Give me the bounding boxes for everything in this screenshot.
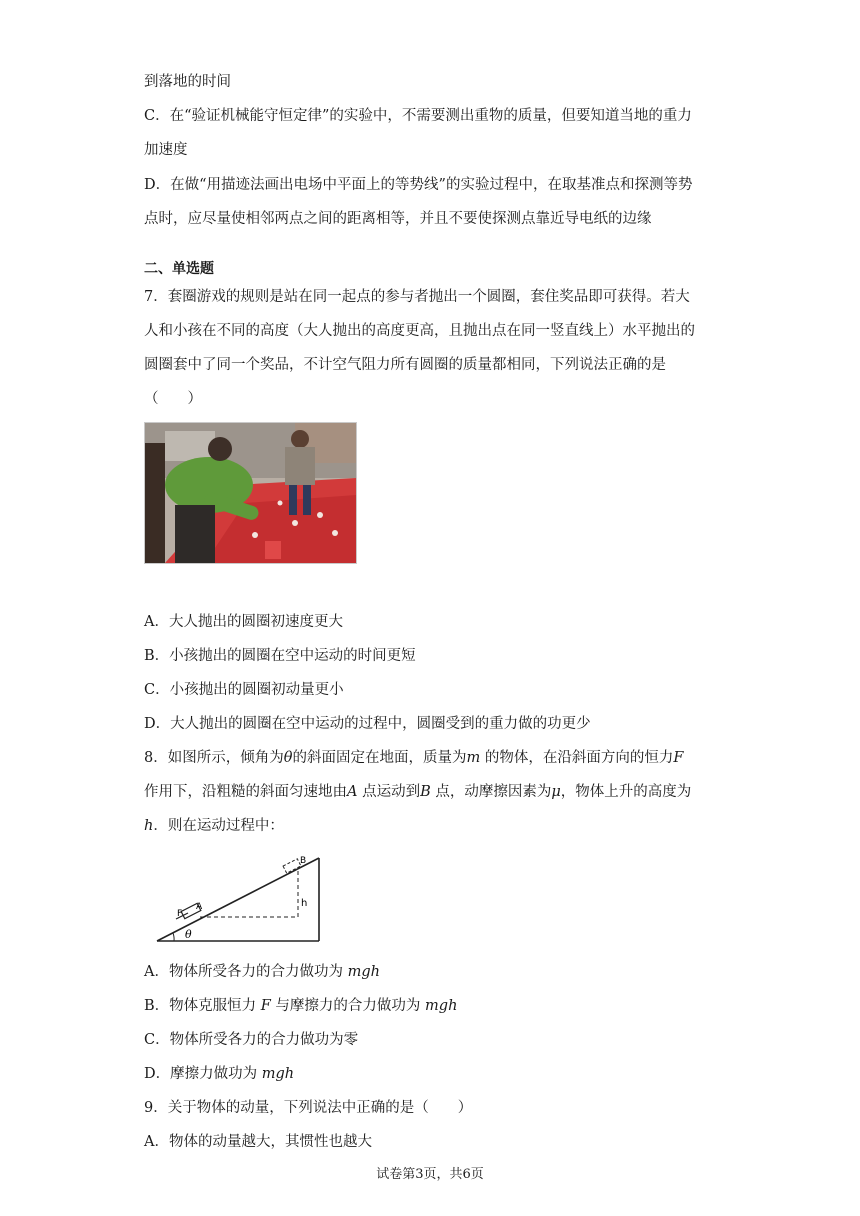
q7-stem-3: 圆圈套中了同一个奖品，不计空气阻力所有圆圈的质量都相同，下列说法正确的是 [144, 357, 666, 373]
q9-option-a: A．物体的动量越大，其惯性也越大 [144, 1134, 372, 1150]
diagram-label-f: F [177, 909, 183, 919]
q7-option-a: A．大人抛出的圆圈初速度更大 [144, 614, 343, 630]
page-footer: 试卷第3页，共6页 [376, 1167, 484, 1182]
ring-toss-photo [144, 422, 357, 564]
prev-option-d: D．在做“用描迹法画出电场中平面上的等势线”的实验过程中，在取基准点和探测等势 [144, 177, 693, 193]
prev-option-c: C．在“验证机械能守恒定律”的实验中，不需要测出重物的质量，但要知道当地的重力 [144, 108, 692, 124]
q8-option-b: B．物体克服恒力 F 与摩擦力的合力做功为 mgh [144, 998, 458, 1014]
q7-option-d: D．大人抛出的圆圈在空中运动的过程中，圆圈受到的重力做的功更少 [144, 716, 591, 732]
q7-option-b: B．小孩抛出的圆圈在空中运动的时间更短 [144, 648, 416, 664]
q8-option-a: A．物体所受各力的合力做功为 mgh [144, 964, 380, 980]
prev-option-c-cont: 加速度 [144, 142, 188, 158]
incline-diagram [150, 850, 330, 950]
q9-stem: 9．关于物体的动量，下列说法中正确的是（ ） [144, 1100, 473, 1116]
q8-stem-3: h．则在运动过程中： [144, 818, 284, 834]
q8-option-c: C．物体所受各力的合力做功为零 [144, 1032, 359, 1048]
diagram-label-theta: θ [185, 928, 192, 941]
q8-option-d: D．摩擦力做功为 mgh [144, 1066, 295, 1082]
q7-stem-1: 7．套圈游戏的规则是站在同一起点的参与者抛出一个圆圈，套住奖品即可获得。若大 [144, 289, 690, 305]
q7-option-c: C．小孩抛出的圆圈初动量更小 [144, 682, 344, 698]
q7-stem-2: 人和小孩在不同的高度（大人抛出的高度更高，且抛出点在同一竖直线上）水平抛出的 [144, 323, 695, 339]
diagram-label-h: h [301, 898, 308, 909]
prev-option-d-cont: 点时，应尽量使相邻两点之间的距离相等，并且不要使探测点靠近导电纸的边缘 [144, 211, 652, 227]
diagram-label-a: A [196, 902, 203, 912]
section-title: 二、单选题 [144, 261, 214, 277]
q8-stem-1: 8．如图所示，倾角为θ的斜面固定在地面，质量为m 的物体，在沿斜面方向的恒力F [144, 750, 684, 766]
diagram-label-b: B [300, 856, 307, 866]
q8-stem-2: 作用下，沿粗糙的斜面匀速地由A 点运动到B 点，动摩擦因素为μ，物体上升的高度为 [144, 784, 692, 800]
q7-answer-paren: （ ） [144, 391, 202, 407]
prev-question-text: 到落地的时间 [144, 74, 231, 90]
